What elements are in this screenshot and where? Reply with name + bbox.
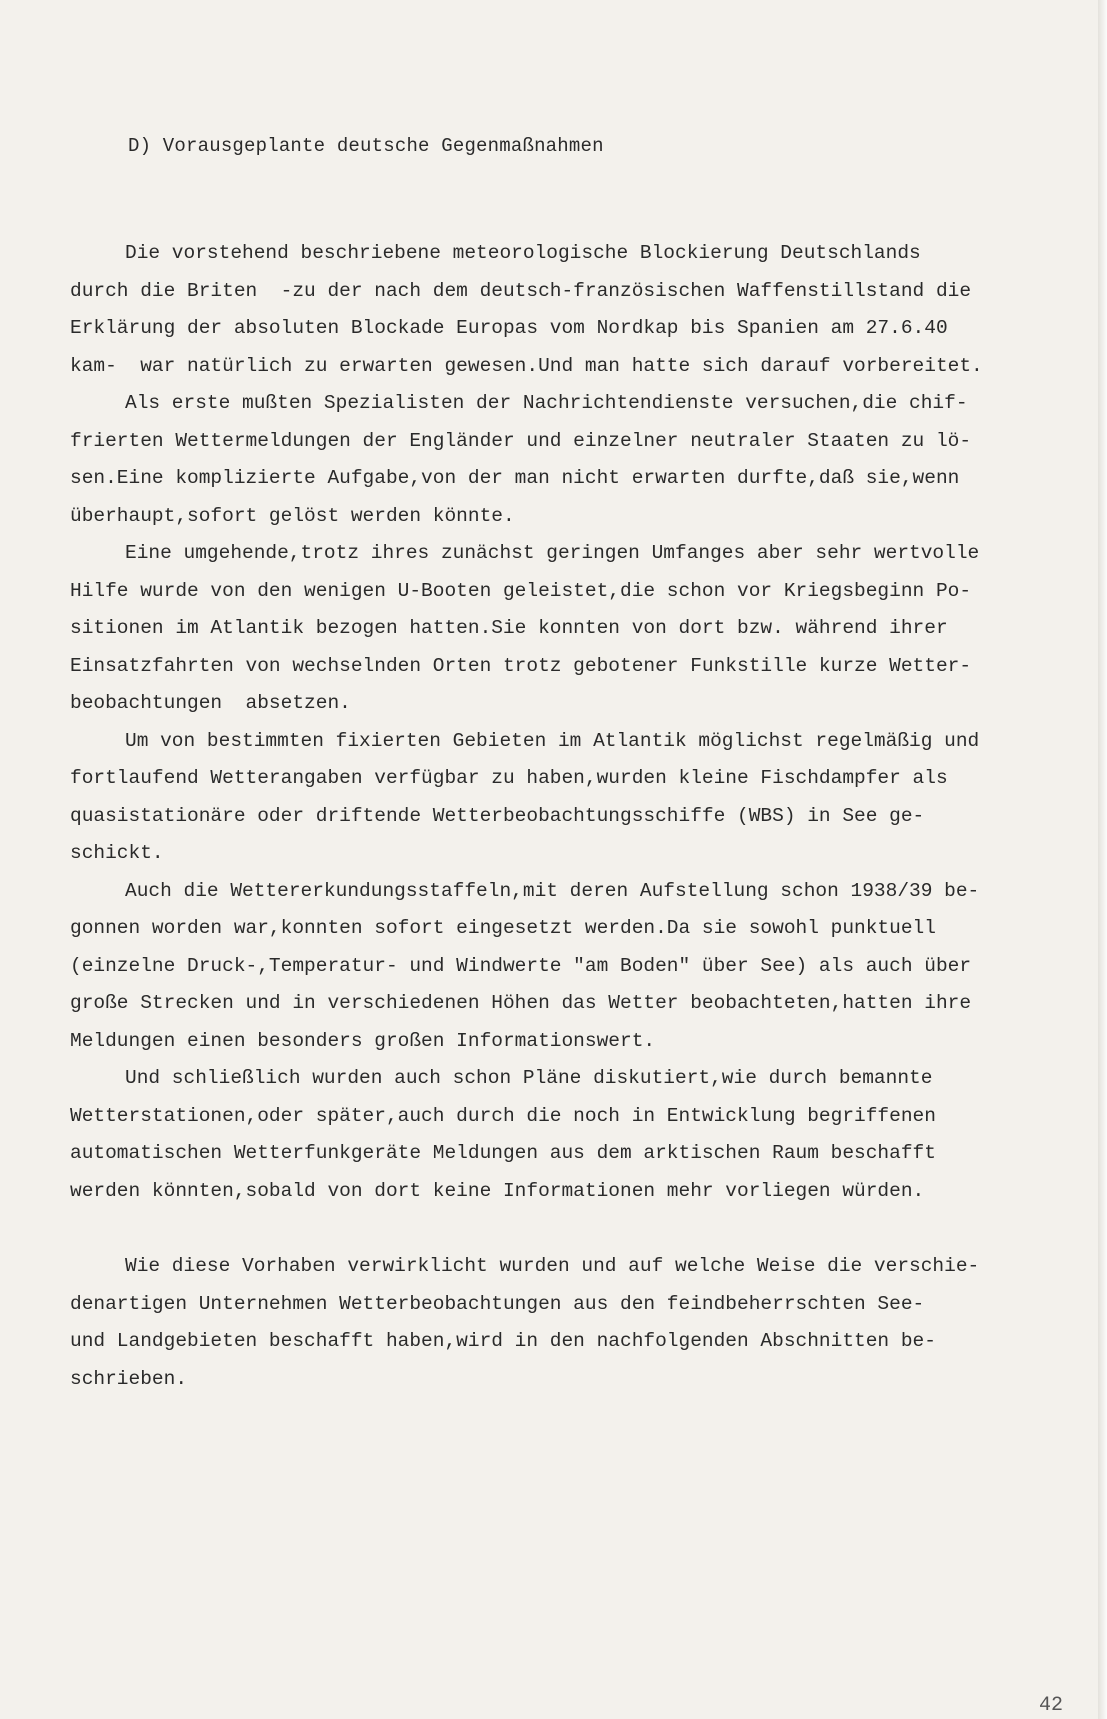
text-line: Als erste mußten Spezialisten der Nachrichtendienste versuchen,die chif- (125, 392, 968, 414)
text-line: Hilfe wurde von den wenigen U-Booten geleistet,die schon vor Kriegsbeginn Po- (70, 579, 972, 602)
text-line: große Strecken und in verschiedenen Höhen das Wetter beobachteten,hatten ihre (70, 992, 972, 1014)
paragraph-gap (70, 1210, 1060, 1248)
page-edge (1098, 0, 1107, 1719)
text-line: sitionen im Atlantik bezogen hatten.Sie konnten von dort bzw. während ihrer (70, 617, 948, 639)
text-line: schickt. (70, 842, 164, 864)
text-line: sen.Eine komplizierte Aufgabe,von der man nicht erwarten durfte,daß sie,wenn (70, 467, 960, 489)
body-text (70, 235, 1060, 1398)
paragraph-2 (70, 385, 1060, 535)
text-line: Einsatzfahrten von wechselnden Orten trotz gebotener Funkstille kurze Wetter- (70, 654, 972, 677)
paragraph-7 (70, 1248, 1060, 1398)
paragraph-1 (70, 235, 1060, 385)
text-line: frierten Wettermeldungen der Engländer und einzelner neutraler Staaten zu lö- (70, 429, 972, 452)
text-line: denartigen Unternehmen Wetterbeobachtungen aus den feindbeherrschten See- (70, 1292, 925, 1315)
text-line: werden könnten,sobald von dort keine Informationen mehr vorliegen würden. (70, 1179, 925, 1202)
text-line: (einzelne Druck-,Temperatur- und Windwerte "am Boden" über See) als auch über (70, 954, 972, 977)
text-line: beobachtungen absetzen. (70, 692, 351, 714)
text-line: fortlaufend Wetterangaben verfügbar zu haben,wurden kleine Fischdampfer als (70, 767, 948, 789)
paragraph-6 (70, 1060, 1060, 1210)
text-line: Und schließlich wurden auch schon Pläne diskutiert,wie durch bemannte (125, 1067, 933, 1089)
paragraph-4 (70, 723, 1060, 873)
text-line: gonnen worden war,konnten sofort eingesetzt werden.Da sie sowohl punktuell (70, 917, 936, 939)
text-line: schrieben. (70, 1367, 188, 1390)
text-line: überhaupt,sofort gelöst werden könnte. (70, 504, 515, 527)
text-line: automatischen Wetterfunkgeräte Meldungen aus dem arktischen Raum beschafft (70, 1142, 936, 1164)
text-line: Auch die Wettererkundungsstaffeln,mit deren Aufstellung schon 1938/39 be- (125, 879, 980, 902)
text-line: Meldungen einen besonders großen Informationswert. (70, 1029, 656, 1052)
page-number: 42 (1038, 1694, 1063, 1717)
paragraph-3 (70, 535, 1060, 723)
text-line: Die vorstehend beschriebene meteorologische Blockierung Deutschlands (125, 242, 921, 264)
text-line: durch die Briten -zu der nach dem deutsch-französischen Waffenstillstand die (70, 279, 972, 302)
text-line: Eine umgehende,trotz ihres zunächst geringen Umfanges aber sehr wertvolle (125, 542, 980, 564)
section-heading: D) Vorausgeplante deutsche Gegenmaßnahmen (128, 135, 604, 157)
paragraph-5 (70, 873, 1060, 1061)
text-line: Um von bestimmten fixierten Gebieten im Atlantik möglichst regelmäßig und (125, 729, 980, 752)
text-line: kam- war natürlich zu erwarten gewesen.Und man hatte sich darauf vorbereitet. (70, 354, 983, 377)
text-line: Erklärung der absoluten Blockade Europas vom Nordkap bis Spanien am 27.6.40 (70, 317, 948, 339)
text-line: quasistationäre oder driftende Wetterbeobachtungsschiffe (WBS) in See ge- (70, 804, 925, 827)
text-line: Wetterstationen,oder später,auch durch die noch in Entwicklung begriffenen (70, 1104, 936, 1127)
text-line: Wie diese Vorhaben verwirklicht wurden und auf welche Weise die verschie- (125, 1255, 980, 1277)
text-line: und Landgebieten beschafft haben,wird in den nachfolgenden Abschnitten be- (70, 1330, 936, 1352)
